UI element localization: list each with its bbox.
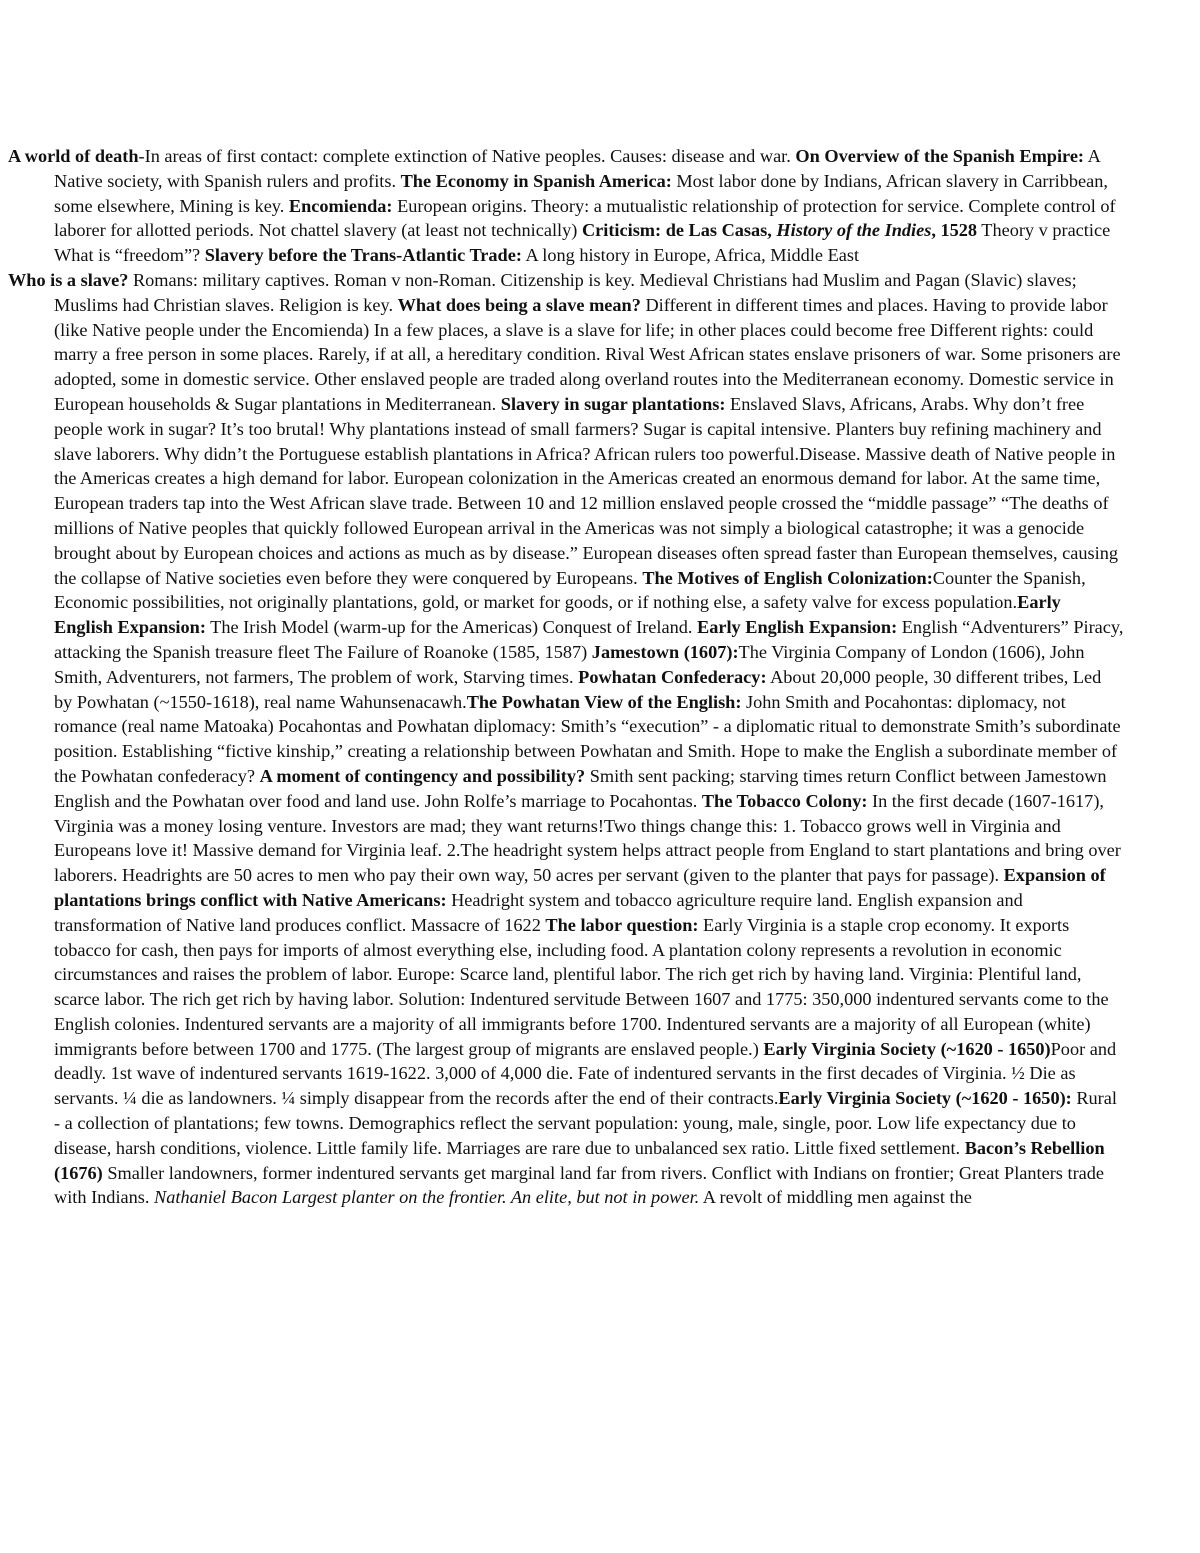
bold-heading: Jamestown (1607): [591,641,739,662]
bold-heading: Early English Expansion: [697,617,898,638]
text-run: Poor and deadly. 1st wave of indentured servants 1619-1622. 3,000 of 4,000 die. Fate of indentured servants in the first decades of Virginia. ½ Die as servants. ¼ die as landowners. ¼ simply disappear from the records after the end of their contracts. [54,1038,1117,1109]
text-run: John Smith and Pocahontas: diplomacy, not romance (real name Matoaka) Pocahontas and Powhatan diplomacy: Smith’s “execution” - a diplomatic ritual to demonstrate Smith’s subordinate position. Establishing “fictive kinship,” creating a relationship between Powhatan and Smith. Hope to make the English a subordinate member of the Powhatan confederacy? [54,691,1121,786]
text-run: A long history in Europe, Africa, Middle East [521,245,860,266]
bold-heading: , 1528 [931,220,978,241]
text-run: Headright system and tobacco agriculture require land. English expansion and transformation of Native land produces conflict. Massacre of 1622 [54,889,1023,935]
bold-heading: A moment of contingency and possibility? [259,765,586,786]
text-run: Romans: military captives. Roman v non-Roman. Citizenship is key. Medieval Christians had Muslim and Pagan (Slavic) slaves; Muslims had Christian slaves. Religion is key. [54,269,1077,315]
bold-heading: Expansion of plantations brings conflict with Native Americans: [54,865,1106,910]
text-run: Early Virginia is a staple crop economy. It exports tobacco for cash, then pays for imports of almost everything else, including food. A plantation colony represents a revolution in economic circumstances and raises the problem of labor. Europe: Scarce land, plentiful labor. The rich get rich by having land. Virginia: Plentiful land, scarce labor. The rich get rich by having labor. Solution: Indentured servitude Between 1607 and 1775: 350,000 indentured servants come to the English colonies. Indentured servants are a majority of all immigrants before 1700. Indentured servants are a majority of all European (white) immigrants before between 1700 and 1775. (The largest group of migrants are enslaved people.) [54,914,1109,1059]
bold-heading: What does being a slave mean? [397,294,641,315]
bold-heading: The Tobacco Colony: [701,790,868,811]
bold-heading: Powhatan Confederacy: [578,666,767,687]
text-run: A Native society, with Spanish rulers and profits. [54,146,1100,191]
bold-heading: Early Virginia Society (~1620 - 1650): [778,1088,1072,1109]
bold-heading: Criticism: de Las Casas, [581,220,777,241]
bold-heading: Early English Expansion: [54,592,1061,638]
bold-heading: On Overview of the Spanish Empire: [795,146,1085,166]
text-run: The Irish Model (warm-up for the Americas) Conquest of Ireland. [205,617,698,638]
bold-heading: Who is a slave? [8,269,129,290]
text-run: A revolt of middling men against the [699,1187,972,1208]
text-run: Smith sent packing; starving times return Conflict between Jamestown English and the Powhatan over food and land use. John Rolfe’s marriage to Pocahontas. [54,765,1107,811]
bold-heading: The Economy in Spanish America: [400,170,672,191]
bold-heading: Bacon’s Rebellion (1676) [54,1137,1105,1183]
text-run: Counter the Spanish, Economic possibilities, not originally plantations, gold, or market for goods, or if nothing else, a safety valve for excess population. [54,567,1086,613]
text-run: Rural - a collection of plantations; few towns. Demographics reflect the servant population: young, male, single, poor. Low life expectancy due to disease, harsh conditions, violence. Little family life. Marriages are rare due to unbalanced sex ratio. Little fixed settlement. [54,1088,1117,1158]
bold-italic-title: History of the Indies [776,220,932,241]
bold-heading: The Motives of English Colonization: [642,567,933,588]
text-run: Most labor done by Indians, African slavery in Carribbean, some elsewhere, Mining is key. [54,170,1108,216]
document-page [8,144,1124,1210]
text-run: The Virginia Company of London (1606), John Smith, Adventurers, not farmers, The problem of work, Starving times. [54,641,1085,687]
bold-heading: Slavery before the Trans-Atlantic Trade: [204,245,522,266]
text-run: Different in different times and places. Having to provide labor (like Native people under the Encomienda) In a few places, a slave is a slave for life; in other places could become free Different rights: could marry a free person in some places. Rarely, if at all, a hereditary condition. Rival West African states enslave prisoners of war. Some prisoners are adopted, some in domestic service. Other enslaved people are traded along overland routes into the Mediterranean economy. Domestic service in European households & Sugar plantations in Mediterranean. [54,294,1121,414]
text-run: -In areas of first contact: complete extinction of Native peoples. Causes: disease and war. [138,146,796,166]
text-run: Enslaved Slavs, Africans, Arabs. Why don’t free people work in sugar? It’s too brutal! Why plantations instead of small farmers? Sugar is capital intensive. Planters buy refining machinery and slave laborers. Why didn’t the Portuguese establish plantations in Africa? African rulers too powerful.Disease. Massive death of Native people in the Americas creates a high demand for labor. European colonization in the Americas created an enormous demand for labor. At the same time, European traders tap into the West African slave trade. Between 10 and 12 million enslaved people crossed the “middle passage” “The deaths of millions of Native peoples that quickly followed European arrival in the Americas was not simply a biological catastrophe; it was a genocide brought about by European choices and actions as much as by disease.” European diseases often spread faster than European themselves, causing the collapse of Native societies even before they were conquered by Europeans. [54,393,1119,588]
bold-heading: The labor question: [545,914,699,935]
paragraph-spanish-empire [8,144,1124,268]
paragraph-slavery-and-english-colonization [8,268,1124,1210]
text-run: English “Adventurers” Piracy, attacking the Spanish treasure fleet The Failure of Roanoke (1585, 1587) [54,617,1124,662]
text-run: Theory v practice What is “freedom”? [54,220,1111,266]
italic-text: Nathaniel Bacon Largest planter on the frontier. An elite, but not in power. [154,1187,700,1208]
bold-heading: Encomienda: [288,195,393,216]
bold-heading: The Powhatan View of the English: [466,691,742,712]
bold-heading: A world of death [8,146,139,166]
text-run: In the first decade (1607-1617), Virginia was a money losing venture. Investors are mad; they want returns!Two things change this: 1. Tobacco grows well in Virginia and Europeans love it! Massive demand for Virginia leaf. 2.The headright system helps attract people from England to start plantations and bring over laborers. Headrights are 50 acres to men who pay their own way, 50 acres per servant (given to the planter that pays for passage). [54,790,1121,886]
text-run: European origins. Theory: a mutualistic relationship of protection for service. Complete control of laborer for allotted periods. Not chattel slavery (at least not technically) [54,195,1116,241]
text-run: About 20,000 people, 30 different tribes, Led by Powhatan (~1550-1618), real name Wahunsenacawh. [54,666,1102,712]
text-run: Smaller landowners, former indentured servants get marginal land far from rivers. Conflict with Indians on frontier; Great Planters trade with Indians. [54,1162,1105,1208]
bold-heading: Slavery in sugar plantations: [500,393,726,414]
bold-heading: Early Virginia Society (~1620 - 1650) [763,1038,1051,1059]
